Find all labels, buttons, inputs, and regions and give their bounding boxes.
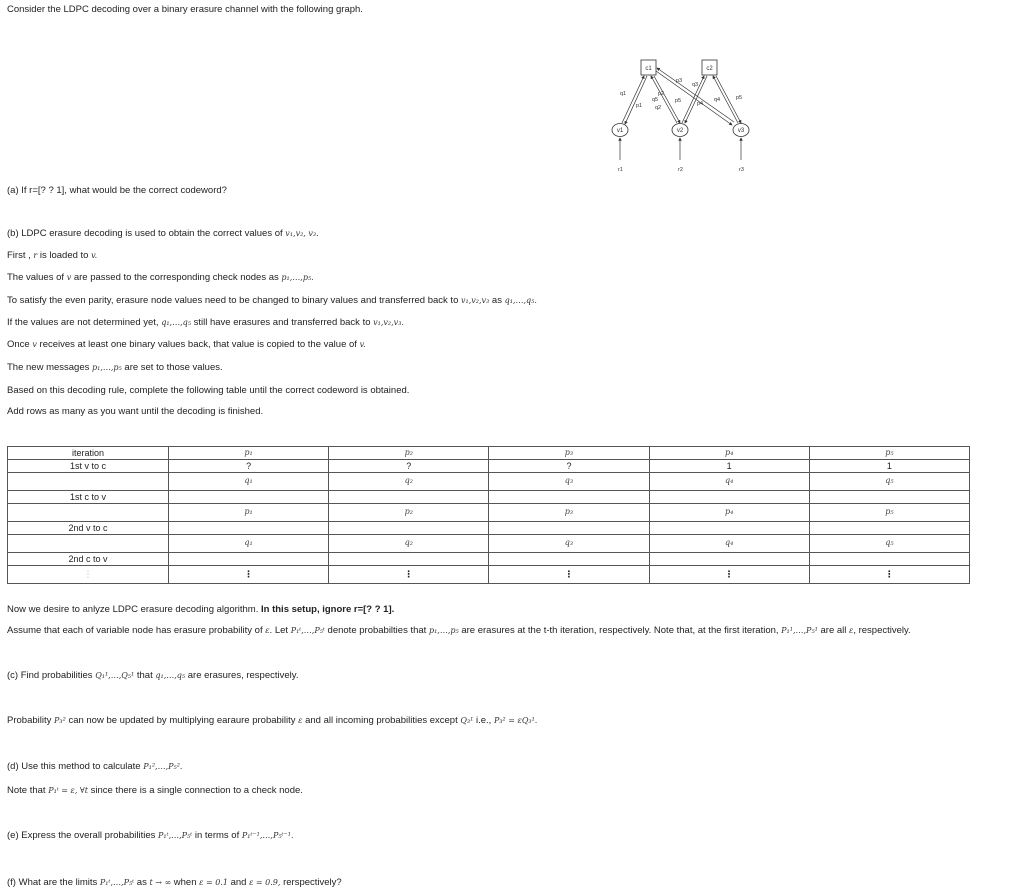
empty-cell bbox=[8, 472, 169, 490]
ellipsis-col5: ⋮ bbox=[809, 565, 969, 583]
tanner-graph bbox=[600, 55, 770, 180]
cell-q2-value-row2[interactable] bbox=[329, 552, 489, 565]
header-q2: q₂ bbox=[329, 472, 489, 490]
ellipsis-col4: ⋮ bbox=[649, 565, 809, 583]
header-q5: q₅ bbox=[809, 472, 969, 490]
header-q3: q₃ bbox=[489, 472, 649, 490]
prob-math-c: Q₃¹ bbox=[460, 716, 474, 725]
setup-line2-text-d: are erasures at the t-th iteration, respectively. Note that, at the first iteration, bbox=[461, 625, 779, 636]
check-node-c2-label: c2 bbox=[706, 66, 713, 72]
header-p1-row2: p₁ bbox=[169, 503, 329, 521]
setup-line2-math-a: ε bbox=[265, 626, 270, 635]
header-p3-row2: p₃ bbox=[489, 503, 649, 521]
part-f bbox=[7, 877, 342, 889]
ellipsis-col2: ⋮ bbox=[329, 565, 489, 583]
prob-text-d: i.e., bbox=[476, 715, 492, 726]
table-row bbox=[8, 503, 970, 521]
row-label-2nd-v-to-c: 2nd v to c bbox=[8, 521, 169, 534]
header-q2-row2: q₂ bbox=[329, 534, 489, 552]
header-q3-row2: q₃ bbox=[489, 534, 649, 552]
part-b-line1-text: (b) LDPC erasure decoding is used to obtain the correct values of bbox=[7, 228, 283, 239]
label-q5: q5 bbox=[652, 97, 659, 103]
setup-line2-text-c: denote probabilties that bbox=[327, 625, 427, 636]
part-b-line4-text-b: as bbox=[491, 295, 502, 306]
setup-line1 bbox=[7, 604, 394, 616]
cell-q1-value[interactable] bbox=[169, 490, 329, 503]
ellipsis-col3: ⋮ bbox=[489, 565, 649, 583]
label-p4: p4 bbox=[697, 101, 704, 107]
part-d-line1 bbox=[7, 761, 182, 773]
part-c-math-b: q₁,…,q₅ bbox=[155, 671, 186, 680]
empty-cell bbox=[8, 503, 169, 521]
header-p2: p₂ bbox=[329, 447, 489, 460]
edge-v3-c1 bbox=[657, 68, 734, 122]
prob-text-b: can now be updated by multiplying earaure probability bbox=[68, 715, 296, 726]
header-p3: p₃ bbox=[489, 447, 649, 460]
part-e-text-a: (e) Express the overall probabilities bbox=[7, 830, 156, 841]
part-b-line4-math-b: q₁,…,q₅. bbox=[504, 296, 537, 305]
table-row bbox=[8, 534, 970, 552]
setup-line2-math-b: P₁ᵗ,…,P₅ᵗ bbox=[290, 626, 325, 635]
header-p4: p₄ bbox=[649, 447, 809, 460]
label-p2: p2 bbox=[658, 91, 665, 97]
empty-cell bbox=[8, 534, 169, 552]
part-b-line5-text-b: still have erasures and transferred back to bbox=[193, 317, 371, 328]
part-b-line7-text-a: The new messages bbox=[7, 362, 90, 373]
setup-line1-text: Now we desire to anlyze LDPC erasure decoding algorithm. bbox=[7, 604, 259, 615]
cell-q2-value[interactable] bbox=[329, 490, 489, 503]
setup-line2-text-e: are all bbox=[820, 625, 847, 636]
part-b-line6 bbox=[7, 339, 366, 351]
table-row bbox=[8, 552, 970, 565]
part-b-line9: Add rows as many as you want until the decoding is finished. bbox=[7, 406, 264, 417]
header-q4: q₄ bbox=[649, 472, 809, 490]
variable-node-v3-label: v3 bbox=[737, 128, 745, 134]
cell-q3-value-row2[interactable] bbox=[489, 552, 649, 565]
setup-line2-text-a: Assume that each of variable node has erasure probability of bbox=[7, 625, 263, 636]
part-b-line7 bbox=[7, 362, 223, 374]
cell-p2-value-row2[interactable] bbox=[329, 521, 489, 534]
part-d-text-a: (d) Use this method to calculate bbox=[7, 761, 141, 772]
setup-line1-bold: In this setup, ignore r=[? ? 1]. bbox=[261, 604, 395, 615]
part-e-text-b: in terms of bbox=[194, 830, 240, 841]
header-q1: q₁ bbox=[169, 472, 329, 490]
part-b-line6-math-b: v. bbox=[359, 340, 366, 349]
label-p5: p5 bbox=[736, 95, 743, 101]
part-e-math-a: P₁ᵗ,…,P₅ᵗ bbox=[158, 831, 193, 840]
table-row bbox=[8, 565, 970, 583]
part-b-line1 bbox=[7, 228, 319, 240]
prob-math-d: P₃² = εQ₃¹. bbox=[493, 716, 538, 725]
part-b-line3-math-a: v bbox=[66, 273, 72, 282]
label-r3: r3 bbox=[739, 167, 744, 173]
part-d-text-c: since there is a single connection to a check node. bbox=[90, 785, 303, 796]
cell-p4-value[interactable]: 1 bbox=[649, 459, 809, 472]
part-f-text-a: (f) What are the limits bbox=[7, 877, 98, 888]
variable-node-v1-label: v1 bbox=[616, 128, 624, 134]
part-e bbox=[7, 830, 294, 842]
part-d-math-a: P₁²,…,P₅². bbox=[143, 762, 183, 771]
part-b-line5 bbox=[7, 317, 404, 329]
cell-p5-value-row2[interactable] bbox=[809, 521, 969, 534]
label-p5-inner: p5 bbox=[675, 98, 682, 104]
part-f-math-b: t → ∞ bbox=[149, 878, 172, 887]
label-q3: q3 bbox=[692, 82, 699, 88]
table-row bbox=[8, 459, 970, 472]
part-c-text-c: are erasures, respectively. bbox=[187, 670, 299, 681]
iteration-header: iteration bbox=[8, 447, 169, 460]
variable-node-v2-label: v2 bbox=[676, 128, 684, 134]
table-row bbox=[8, 472, 970, 490]
edge-v1-c1 bbox=[622, 76, 644, 123]
part-b-line4-text-a: To satisfy the even parity, erasure node values need to be changed to binary values and transferred back to bbox=[7, 295, 459, 306]
part-b-line3-text-a: The values of bbox=[7, 272, 65, 283]
header-p1: p₁ bbox=[169, 447, 329, 460]
label-q2: q2 bbox=[655, 105, 662, 111]
part-b-line8: Based on this decoding rule, complete the following table until the correct codeword is obtained. bbox=[7, 385, 410, 396]
header-q1-row2: q₁ bbox=[169, 534, 329, 552]
ellipsis-col1: ⋮ bbox=[169, 565, 329, 583]
part-d-math-b: P₁ᵗ = ε, ∀t bbox=[48, 786, 88, 795]
cell-q4-value[interactable] bbox=[649, 490, 809, 503]
setup-line2-math-e: ε bbox=[849, 626, 854, 635]
header-p5: p₅ bbox=[809, 447, 969, 460]
cell-p3-value-row2[interactable] bbox=[489, 521, 649, 534]
setup-line2-text-b: . Let bbox=[269, 625, 289, 636]
intro-text: Consider the LDPC decoding over a binary erasure channel with the following graph. bbox=[7, 4, 363, 15]
part-b-line2-math-b: v. bbox=[91, 251, 98, 260]
part-c-text-a: (c) Find probabilities bbox=[7, 670, 93, 681]
prob-text-c: and all incoming probabilities except bbox=[305, 715, 458, 726]
part-b-line1-math: v₁,v₂, v₃. bbox=[285, 229, 319, 238]
cell-q3-value[interactable] bbox=[489, 490, 649, 503]
part-c-text-b: that bbox=[136, 670, 153, 681]
label-r1: r1 bbox=[618, 167, 623, 173]
cell-p2-value[interactable]: ? bbox=[329, 459, 489, 472]
part-b-line3-text-b: are passed to the corresponding check nodes as bbox=[73, 272, 279, 283]
part-a: (a) If r=[? ? 1], what would be the correct codeword? bbox=[7, 185, 227, 196]
part-c-math-a: Q₁¹,…,Q₅¹ bbox=[95, 671, 135, 680]
check-node-c1-label: c1 bbox=[645, 66, 652, 72]
part-b-line4-math-a: v₁,v₂,v₃ bbox=[461, 296, 490, 305]
part-d-line2 bbox=[7, 785, 303, 797]
part-e-math-b: P₁ᵗ⁻¹,…,P₅ᵗ⁻¹. bbox=[241, 831, 294, 840]
probability-line bbox=[7, 715, 537, 727]
label-p1: p1 bbox=[636, 103, 643, 109]
part-f-text-c: when bbox=[173, 877, 197, 888]
row-label-2nd-c-to-v: 2nd c to v bbox=[8, 552, 169, 565]
part-f-text-e: rerspectively? bbox=[283, 877, 342, 888]
part-f-text-d: and bbox=[230, 877, 247, 888]
cell-q5-value[interactable] bbox=[809, 490, 969, 503]
prob-math-b: ε bbox=[298, 716, 303, 725]
cell-p5-value[interactable]: 1 bbox=[809, 459, 969, 472]
header-q5-row2: q₅ bbox=[809, 534, 969, 552]
setup-line2-math-c: p₁,…,p₅ bbox=[428, 626, 459, 635]
part-b-line2-text-a: First , bbox=[7, 250, 31, 261]
cell-p1-value[interactable]: ? bbox=[169, 459, 329, 472]
ellipsis-iteration: ⋮ bbox=[8, 565, 169, 583]
part-b-line3 bbox=[7, 272, 314, 284]
label-p3: p3 bbox=[676, 78, 683, 84]
edge-c1-v1 bbox=[625, 76, 647, 124]
part-c bbox=[7, 670, 298, 682]
part-b-line5-text-a: If the values are not determined yet, bbox=[7, 317, 159, 328]
table-row bbox=[8, 447, 970, 460]
part-b-line6-text-b: receives at least one binary values back, that value is copied to the value of bbox=[39, 339, 357, 350]
table-row bbox=[8, 490, 970, 503]
row-label-1st-v-to-c: 1st v to c bbox=[8, 459, 169, 472]
cell-p3-value[interactable]: ? bbox=[489, 459, 649, 472]
cell-p1-value-row2[interactable] bbox=[169, 521, 329, 534]
table-row bbox=[8, 521, 970, 534]
setup-line2-text-f: , respectively. bbox=[853, 625, 911, 636]
header-p2-row2: p₂ bbox=[329, 503, 489, 521]
part-b-line7-math: p₁,…,p₅ bbox=[92, 363, 122, 372]
header-q4-row2: q₄ bbox=[649, 534, 809, 552]
part-b-line5-math-b: v₁,v₂,v₃. bbox=[373, 318, 404, 327]
setup-line2 bbox=[7, 625, 911, 637]
part-b-line5-math-a: q₁,…,q₅ bbox=[161, 318, 191, 327]
part-b-line2 bbox=[7, 250, 97, 262]
decoding-table bbox=[7, 446, 970, 584]
cell-p4-value-row2[interactable] bbox=[649, 521, 809, 534]
part-b-line6-math-a: v bbox=[32, 340, 37, 349]
part-b-line7-text-b: are set to those values. bbox=[124, 362, 223, 373]
header-p4-row2: p₄ bbox=[649, 503, 809, 521]
part-f-math-d: ε = 0.9, bbox=[249, 878, 281, 887]
part-b-line3-math-b: p₁,…,p₅. bbox=[281, 273, 314, 282]
part-d-text-b: Note that bbox=[7, 785, 46, 796]
part-b-line6-text-a: Once bbox=[7, 339, 30, 350]
part-f-math-a: P₁ᵗ,…,P₅ᵗ bbox=[99, 878, 135, 887]
part-f-math-c: ε = 0.1 bbox=[199, 878, 228, 887]
edge-c1-v3 bbox=[656, 71, 732, 125]
cell-q1-value-row2[interactable] bbox=[169, 552, 329, 565]
part-b-line2-text-b: is loaded to bbox=[39, 250, 89, 261]
prob-text-a: Probability bbox=[7, 715, 52, 726]
label-q1: q1 bbox=[620, 91, 627, 97]
part-b-line4 bbox=[7, 295, 537, 307]
prob-math-a: P₃² bbox=[54, 716, 66, 725]
cell-q4-value-row2[interactable] bbox=[649, 552, 809, 565]
part-f-text-b: as bbox=[136, 877, 147, 888]
setup-line2-math-d: P₁¹,…,P₅¹ bbox=[781, 626, 818, 635]
label-q4: q4 bbox=[714, 97, 721, 103]
label-r2: r2 bbox=[678, 167, 683, 173]
header-p5-row2: p₅ bbox=[809, 503, 969, 521]
row-label-1st-c-to-v: 1st c to v bbox=[8, 490, 169, 503]
part-b-line2-math-a: r bbox=[33, 251, 38, 260]
cell-q5-value-row2[interactable] bbox=[809, 552, 969, 565]
